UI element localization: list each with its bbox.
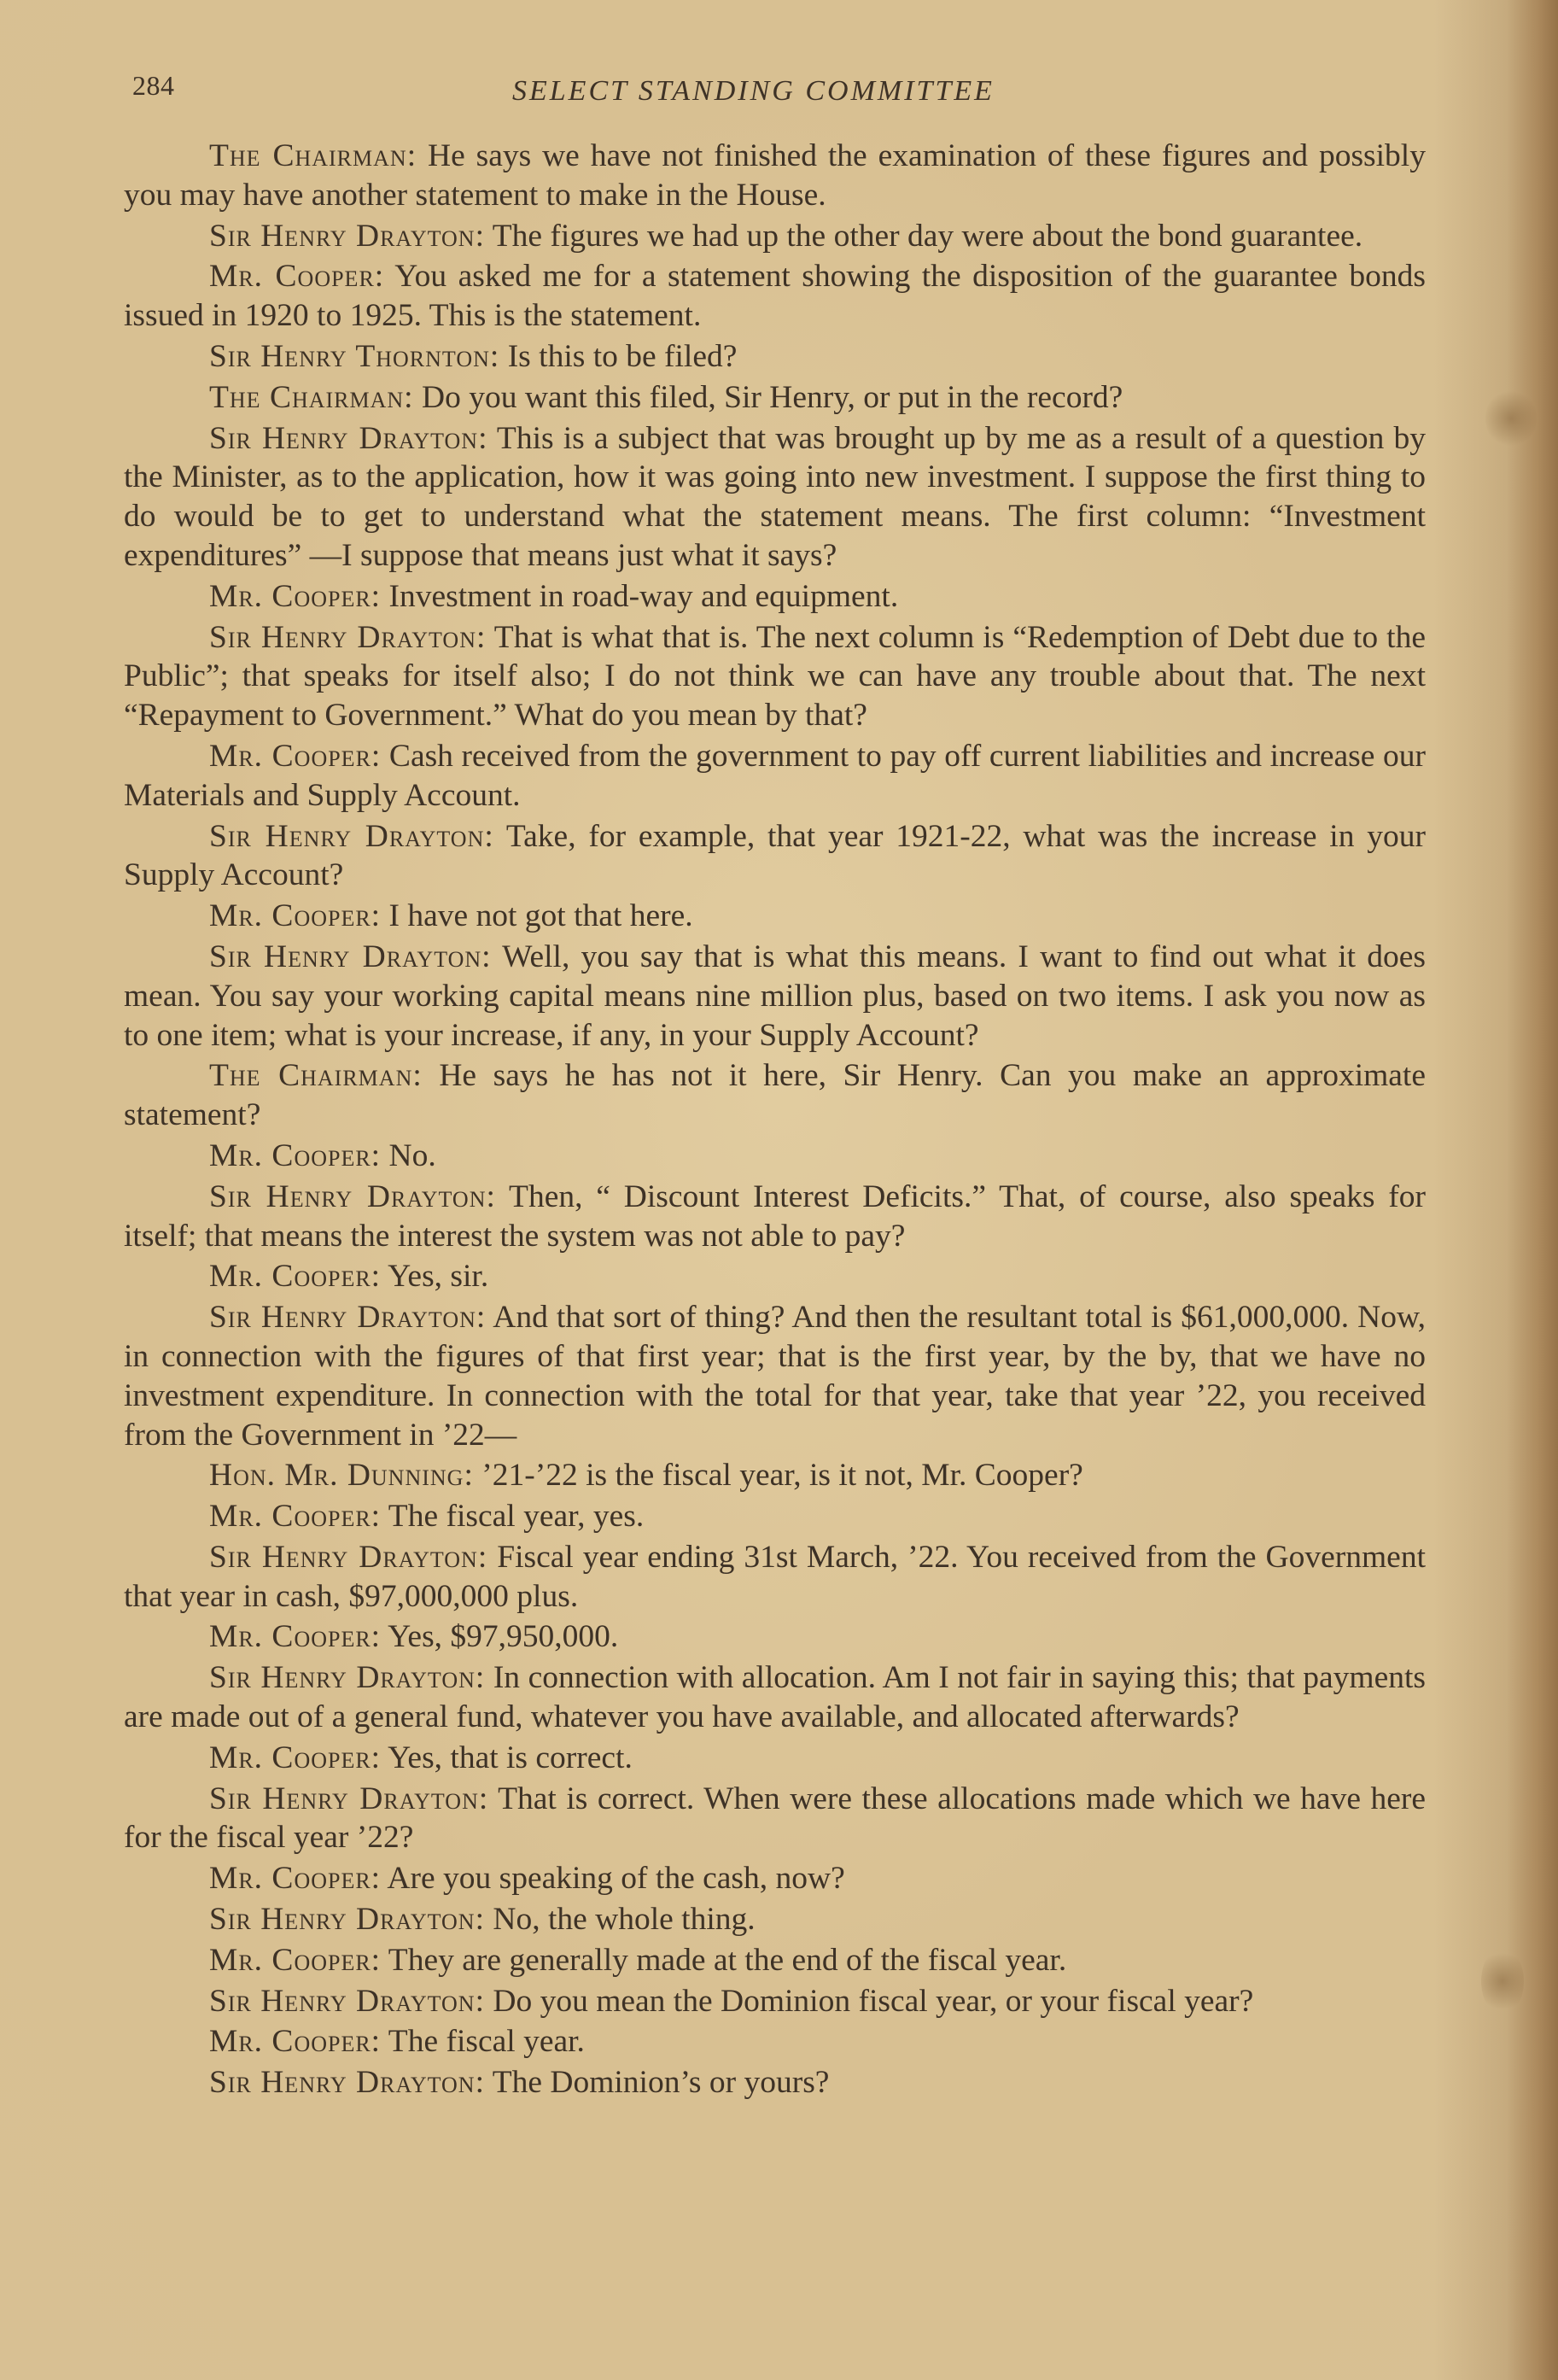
speech-text: He says he has not it here, Sir Henry. Can you make an approximate statement? (124, 1058, 1426, 1133)
speaker-name: Sir Henry Drayton: (209, 1902, 486, 1938)
speaker-name: Sir Henry Drayton: (209, 1300, 487, 1336)
transcript-paragraph (124, 1617, 1426, 1657)
speaker-name: Sir Henry Drayton: (209, 1539, 488, 1575)
speech-text: Investment in road-way and equipment. (381, 578, 899, 614)
page-edge-shadow (1507, 0, 1558, 2380)
speech-text: That is correct. When were these allocations made which we have here for the fiscal year ’22? (124, 1781, 1426, 1856)
paper-stain (1481, 1947, 1524, 2015)
transcript-body (124, 137, 1426, 2104)
transcript-paragraph (124, 938, 1426, 1055)
speech-text: The Dominion’s or yours? (485, 2065, 830, 2101)
transcript-paragraph (124, 419, 1426, 576)
speech-text: He says we have not finished the examination of these figures and possibly you may have another statement to make in the House. (124, 138, 1426, 213)
speech-text: The fiscal year, yes. (381, 1499, 645, 1535)
speaker-name: Mr. Cooper: (209, 1740, 382, 1775)
speaker-name: Hon. Mr. Dunning: (209, 1458, 474, 1494)
speech-text: Do you mean the Dominion fiscal year, or your fiscal year? (485, 1983, 1254, 2019)
speech-text: Are you speaking of the cash, now? (381, 1861, 845, 1897)
speaker-name: Mr. Cooper: (209, 1619, 382, 1655)
speaker-name: Sir Henry Drayton: (209, 420, 488, 456)
running-head: SELECT STANDING COMMITTEE (512, 75, 995, 107)
speech-text: Yes, sir. (381, 1259, 489, 1295)
transcript-paragraph (124, 1257, 1426, 1296)
speech-text: In connection with allocation. Am I not fair in saying this; that payments are made out of a general fund, whatever you have available, and allocated afterwards? (124, 1660, 1426, 1735)
transcript-paragraph (124, 1538, 1426, 1617)
speaker-name: Sir Henry Drayton: (209, 1660, 486, 1696)
transcript-paragraph (124, 1456, 1426, 1495)
page-header (132, 70, 1430, 121)
transcript-paragraph (124, 137, 1426, 215)
transcript-paragraph (124, 737, 1426, 816)
speech-text: ’21-’22 is the fiscal year, is it not, Mr. Cooper? (473, 1458, 1083, 1494)
transcript-paragraph (124, 1658, 1426, 1737)
transcript-paragraph (124, 1941, 1426, 1980)
transcript-paragraph (124, 1497, 1426, 1536)
transcript-paragraph (124, 1780, 1426, 1858)
speaker-name: Mr. Cooper: (209, 1259, 382, 1295)
transcript-paragraph (124, 337, 1426, 377)
speech-text: Well, you say that is what this means. I want to find out what it does mean. You say your working capital means nine million plus, based on two items. I ask you now as to one item; what is your increase, if any, in your Supply Account? (124, 939, 1426, 1053)
speech-text: Is this to be filed? (499, 338, 738, 374)
speech-text: Take, for example, that year 1921-22, what was the increase in your Supply Account? (124, 818, 1426, 893)
transcript-paragraph (124, 817, 1426, 896)
speaker-name: Mr. Cooper: (209, 738, 382, 774)
speaker-name: Sir Henry Drayton: (209, 818, 494, 854)
transcript-paragraph (124, 1178, 1426, 1256)
transcript-paragraph (124, 257, 1426, 336)
speech-text: Then, “ Discount Interest Deficits.” That, of course, also speaks for itself; that means the interest the system was not able to pay? (124, 1178, 1426, 1254)
transcript-paragraph (124, 1056, 1426, 1135)
speaker-name: Sir Henry Drayton: (209, 2065, 486, 2101)
transcript-paragraph (124, 2022, 1426, 2061)
speech-text: I have not got that here. (381, 898, 693, 934)
speech-text: Yes, $97,950,000. (381, 1619, 619, 1655)
speech-text: Cash received from the government to pay off current liabilities and increase our Materials and Supply Account. (124, 738, 1426, 813)
speaker-name: Mr. Cooper: (209, 1137, 382, 1173)
speech-text: And that sort of thing? And then the resultant total is $61,000,000. Now, in connection with the figures of that first year; that is the first year, by the by, that we have no investment expenditure. In connection with the total for that year, take that year ’22, you received from the Government in ’22— (124, 1300, 1426, 1453)
speaker-name: Sir Henry Drayton: (209, 619, 487, 655)
transcript-paragraph (124, 1739, 1426, 1778)
speaker-name: Mr. Cooper: (209, 1861, 382, 1897)
speaker-name: Sir Henry Drayton: (209, 939, 492, 974)
speech-text: Yes, that is correct. (381, 1740, 633, 1775)
speech-text: No, the whole thing. (485, 1902, 756, 1938)
speaker-name: Sir Henry Drayton: (209, 218, 486, 254)
transcript-paragraph (124, 378, 1426, 418)
speaker-name: Mr. Cooper: (209, 2024, 382, 2060)
speech-text: They are generally made at the end of the fiscal year. (381, 1942, 1067, 1978)
speech-text: Fiscal year ending 31st March, ’22. You received from the Government that year in cash, $97,000,000 plus. (124, 1539, 1426, 1614)
speaker-name: Mr. Cooper: (209, 1499, 382, 1535)
speech-text: You asked me for a statement showing the disposition of the guarantee bonds issued in 1920 to 1925. This is the statement. (124, 259, 1426, 334)
speaker-name: Sir Henry Drayton: (209, 1983, 486, 2019)
transcript-paragraph (124, 217, 1426, 256)
speaker-name: Mr. Cooper: (209, 259, 385, 295)
speaker-name: Sir Henry Drayton: (209, 1781, 489, 1816)
transcript-paragraph (124, 897, 1426, 936)
speech-text: That is what that is. The next column is “Redemption of Debt due to the Public”; that speaks for itself also; I do not think we can have any trouble about that. The next “Repayment to Government.” What do you mean by that? (124, 619, 1426, 734)
speaker-name: Mr. Cooper: (209, 578, 382, 614)
speaker-name: Mr. Cooper: (209, 1942, 382, 1978)
speaker-name: Sir Henry Drayton: (209, 1178, 496, 1214)
speaker-name: Sir Henry Thornton: (209, 338, 500, 374)
transcript-paragraph (124, 2063, 1426, 2102)
paper-stain (1485, 389, 1537, 448)
transcript-paragraph (124, 1137, 1426, 1176)
speech-text: Do you want this filed, Sir Henry, or put in the record? (413, 379, 1123, 415)
speech-text: This is a subject that was brought up by me as a result of a question by the Minister, as to the application, how it was going into new investment. I suppose the first thing to do would be to get to understand what the statement means. The first column: “Investment expenditures” —I suppose that means just what it says? (124, 420, 1426, 573)
speaker-name: The Chairman: (209, 379, 414, 415)
speaker-name: Mr. Cooper: (209, 898, 382, 934)
transcript-paragraph (124, 618, 1426, 735)
speech-text: No. (381, 1137, 436, 1173)
transcript-paragraph (124, 577, 1426, 617)
speech-text: The figures we had up the other day were about the bond guarantee. (485, 218, 1363, 254)
transcript-paragraph (124, 1859, 1426, 1898)
speaker-name: The Chairman: (209, 138, 417, 173)
transcript-paragraph (124, 1298, 1426, 1454)
speaker-name: The Chairman: (209, 1058, 423, 1094)
transcript-paragraph (124, 1900, 1426, 1939)
speech-text: The fiscal year. (381, 2024, 585, 2060)
page-number: 284 (132, 70, 175, 101)
transcript-paragraph (124, 1982, 1426, 2021)
